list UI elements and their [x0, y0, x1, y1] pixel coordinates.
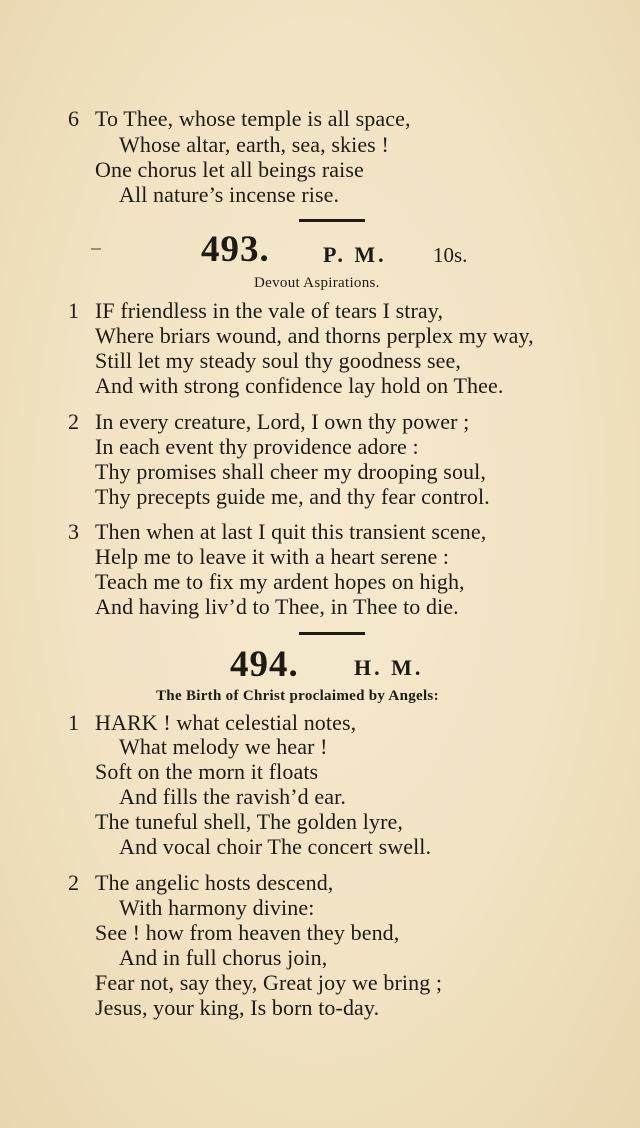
verse-line: What melody we hear !	[119, 734, 328, 759]
verse-line: One chorus let all beings raise	[95, 157, 364, 182]
verse-line: And fills the ravish’d ear.	[119, 784, 346, 809]
verse-line: Whose altar, earth, sea, skies !	[119, 132, 389, 157]
verse-number: 2	[68, 409, 79, 434]
verse-line: Fear not, say they, Great joy we bring ;	[95, 970, 443, 995]
section-divider	[299, 219, 365, 222]
verse-line: And vocal choir The concert swell.	[119, 834, 432, 859]
verse-line: The angelic hosts descend,	[95, 870, 334, 895]
verse-line: Soft on the morn it floats	[95, 759, 319, 784]
section-divider	[299, 632, 365, 635]
verse-line: With harmony divine:	[119, 895, 315, 920]
verse-line: HARK ! what celestial notes,	[95, 710, 357, 735]
verse-line: All nature’s incense rise.	[119, 182, 340, 207]
verse-number: 6	[68, 106, 79, 131]
verse-line: The tuneful shell, The golden lyre,	[95, 809, 403, 834]
verse-line: Thy promises shall cheer my drooping soul,	[95, 459, 486, 484]
verse-line: See ! how from heaven they bend,	[95, 920, 400, 945]
verse-line: And in full chorus join,	[119, 945, 328, 970]
verse-number: 1	[68, 298, 79, 323]
hymn-number: 493.	[201, 229, 270, 270]
verse-number: 1	[68, 710, 79, 735]
verse-line: In every creature, Lord, I own thy power ;	[95, 409, 470, 434]
verse-line: Teach me to fix my ardent hopes on high,	[95, 569, 465, 594]
verse-line: And having liv’d to Thee, in Thee to die.	[95, 594, 459, 619]
hymn-subtitle: Devout Aspirations.	[254, 275, 380, 291]
verse-line: Jesus, your king, Is born to-day.	[95, 995, 380, 1020]
verse-line: Still let my steady soul thy goodness see,	[95, 348, 461, 373]
verse-line: Help me to leave it with a heart serene :	[95, 544, 450, 569]
hymn-meter-detail: 10s.	[433, 243, 468, 267]
hymn-subtitle: The Birth of Christ proclaimed by Angels:	[156, 688, 439, 704]
verse-line: Where briars wound, and thorns perplex my way,	[95, 323, 534, 348]
verse-number: 3	[68, 519, 79, 544]
verse-line: In each event thy providence adore :	[95, 434, 419, 459]
verse-number: 2	[68, 870, 79, 895]
verse-line: Then when at last I quit this transient scene,	[95, 519, 487, 544]
page-blemish	[91, 248, 101, 250]
verse-line: To Thee, whose temple is all space,	[95, 106, 411, 131]
hymn-meter: P. M.	[323, 242, 387, 267]
hymn-number: 494.	[230, 644, 299, 685]
hymn-meter: H. M.	[354, 655, 424, 680]
verse-line: And with strong confidence lay hold on Thee.	[95, 373, 504, 398]
verse-line: Thy precepts guide me, and thy fear control.	[95, 484, 490, 509]
verse-line: IF friendless in the vale of tears I stray,	[95, 298, 444, 323]
